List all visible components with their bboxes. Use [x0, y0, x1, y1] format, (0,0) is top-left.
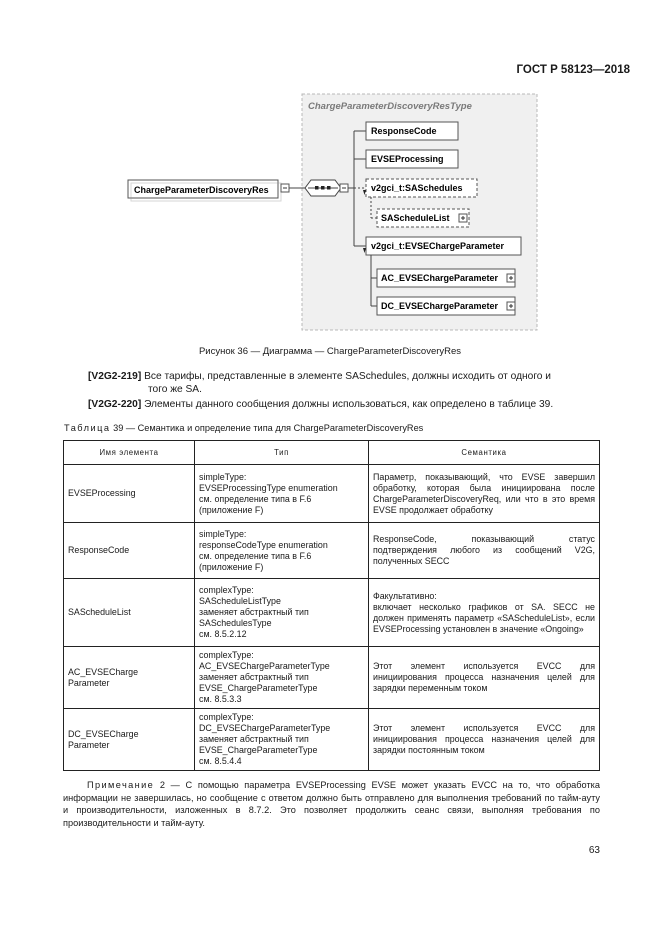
svg-text:ResponseCode: ResponseCode: [371, 126, 437, 136]
requirement-219: [88, 370, 598, 396]
element-sa-schedule-list[interactable]: [377, 209, 469, 227]
note-text: 2 — С помощью параметра EVSEProcessing EVSE может указать EVCC на то, что обработка информации не завершилась, но сообщение с ответом должно быть отправлено для выполнения требований по тайм-ауту и производительности, изложенных в 8.7.2. Это позволяет продолжить сеанс связи, выполняя требования по производительности и тайм-ауту.: [63, 780, 600, 828]
root-element-box[interactable]: [128, 180, 289, 201]
requirement-220: [88, 398, 598, 411]
root-element-label: ChargeParameterDiscoveryRes: [134, 185, 269, 195]
figure-caption: Рисунок 36 — Диаграмма — ChargeParameterDiscoveryRes: [198, 346, 462, 357]
svg-text:SAScheduleList: SAScheduleList: [381, 213, 450, 223]
table-row: [64, 647, 600, 709]
cell-semantics: ResponseCode, показывающий статус подтверждения любого из сообщений V2G, полученных SECC: [369, 523, 600, 579]
svg-text:DC_EVSEChargeParameter: DC_EVSEChargeParameter: [381, 301, 499, 311]
table-header-row: [64, 441, 600, 465]
schema-diagram: [95, 88, 545, 338]
element-evse-charge-parameter[interactable]: [363, 237, 521, 255]
element-ac-evse-charge-parameter[interactable]: [377, 269, 515, 287]
table-row: [64, 465, 600, 523]
table-row: [64, 579, 600, 647]
svg-text:v2gci_t:SASchedules: v2gci_t:SASchedules: [371, 183, 463, 193]
semantics-table: [63, 440, 600, 771]
cell-semantics: Факультативно: включает несколько графиков от SA. SECC не должен применять параметр «SAScheduleList», если EVSEProcessing установлен в значение «Ongoing»: [369, 579, 600, 647]
cell-name: EVSEProcessing: [64, 465, 195, 523]
svg-text:AC_EVSEChargeParameter: AC_EVSEChargeParameter: [381, 273, 499, 283]
cell-type: simpleType: responseCodeType enumeration см. определение типа в F.6 (приложение F): [195, 523, 369, 579]
table-caption-label: Таблица: [64, 423, 111, 433]
table-caption: [64, 423, 423, 433]
cell-semantics: Этот элемент используется EVCC для инициирования процесса назначения целей для зарядки переменным током: [369, 647, 600, 709]
requirement-text: Все тарифы, представленные в элементе SASchedules, должны исходить от одного и: [144, 371, 551, 382]
cell-type: complexType: SAScheduleListType заменяет абстрактный тип SASchedulesType см. 8.5.2.12: [195, 579, 369, 647]
header-name: Имя элемента: [64, 441, 195, 465]
cell-type: simpleType: EVSEProcessingType enumeration см. определение типа в F.6 (приложение F): [195, 465, 369, 523]
cell-name: DC_EVSECharge Parameter: [64, 709, 195, 771]
requirement-id: [V2G2-219]: [88, 371, 142, 382]
element-evse-processing[interactable]: [366, 150, 458, 168]
header-semantics: Семантика: [369, 441, 600, 465]
element-sa-schedules[interactable]: [363, 179, 477, 197]
requirement-id: [V2G2-220]: [88, 399, 142, 410]
table-row: [64, 709, 600, 771]
svg-text:v2gci_t:EVSEChargeParameter: v2gci_t:EVSEChargeParameter: [371, 241, 505, 251]
standard-header: ГОСТ Р 58123—2018: [516, 64, 630, 76]
cell-semantics: Этот элемент используется EVCC для инициирования процесса назначения целей для зарядки постоянным током: [369, 709, 600, 771]
cell-name: AC_EVSECharge Parameter: [64, 647, 195, 709]
note-paragraph: [63, 779, 600, 829]
element-response-code[interactable]: [366, 122, 458, 140]
header-type: Тип: [195, 441, 369, 465]
cell-type: complexType: DC_EVSEChargeParameterType заменяет абстрактный тип EVSE_ChargeParameterType см. 8.5.4.4: [195, 709, 369, 771]
cell-semantics: Параметр, показывающий, что EVSE завершил обработку, которая была инициирована после ChargeParameterDiscoveryReq, или что в это время EVSE продолжает обработку: [369, 465, 600, 523]
requirement-text-cont: того же SA.: [148, 384, 202, 395]
cell-name: SAScheduleList: [64, 579, 195, 647]
cell-type: complexType: AC_EVSEChargeParameterType заменяет абстрактный тип EVSE_ChargeParameterType см. 8.5.3.3: [195, 647, 369, 709]
svg-text:EVSEProcessing: EVSEProcessing: [371, 154, 444, 164]
element-dc-evse-charge-parameter[interactable]: [377, 297, 515, 315]
note-label: Примечание: [87, 780, 155, 790]
type-name-label: ChargeParameterDiscoveryResType: [308, 101, 472, 112]
requirement-text: Элементы данного сообщения должны использоваться, как определено в таблице 39.: [144, 399, 554, 410]
table-row: [64, 523, 600, 579]
table-caption-text: 39 — Семантика и определение типа для ChargeParameterDiscoveryRes: [110, 423, 424, 433]
cell-name: ResponseCode: [64, 523, 195, 579]
page-number: 63: [588, 845, 600, 856]
